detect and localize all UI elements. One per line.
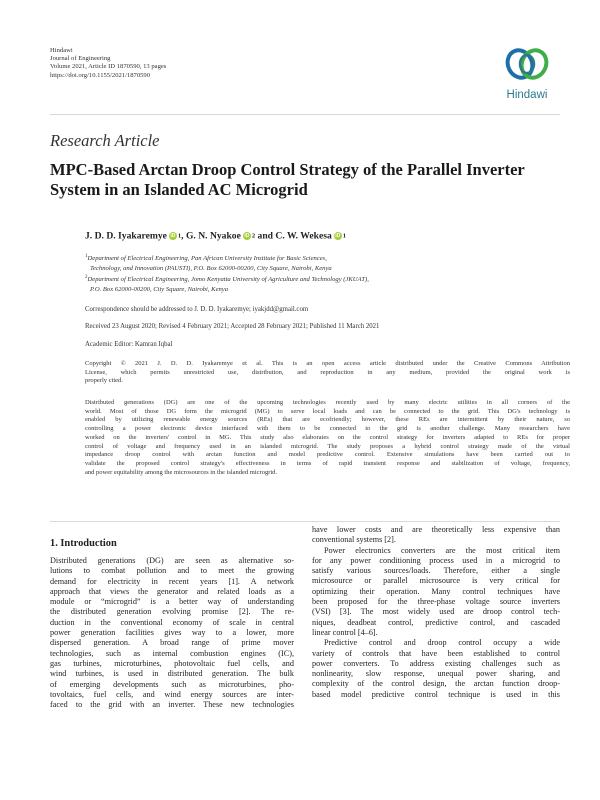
affiliation-1 xyxy=(85,252,505,273)
body-line: wind turbines, is used in distributed generation. The bulk xyxy=(50,669,294,679)
body-line: complexity of the control design, the arctan function droop- xyxy=(312,679,560,689)
orcid-icon[interactable]: iD xyxy=(170,232,176,239)
affiliation-text: Technology, and Innovation (PAUSTI), P.O. Box 62000-00200, City Square, Nairobi, Kenya xyxy=(90,264,332,272)
intro-left-column xyxy=(50,556,294,710)
author-name[interactable]: C. W. Wekesa xyxy=(275,230,332,242)
abstract-line: Distributed generations (DG) are one of the upcoming technologies recently used by many electric utilities in all corners of the xyxy=(85,399,570,406)
article-type: Research Article xyxy=(50,131,160,150)
affiliation-mark: 2 xyxy=(85,275,88,280)
author-list xyxy=(85,230,346,241)
affiliation-2 xyxy=(85,273,505,294)
body-line: module or “microgrid” is a better way of understanding xyxy=(50,597,294,607)
author-affiliation-mark: 1 xyxy=(342,232,346,240)
body-line: optimizing their operation. Many control techniques have xyxy=(312,586,560,596)
abstract-line: enabled by utilizing renewable energy sources (REs) that are ecofriendly; however, these REs are intermittent by their nature, so xyxy=(85,416,570,424)
journal-name: Journal of Engineering xyxy=(50,55,111,63)
abstract-line: validate the proposed control strategy's effectiveness in terms of rapid transient response and stabilization of voltage, frequency, xyxy=(85,459,570,467)
title-line: MPC-Based Arctan Droop Control Strategy of the Parallel Inverter xyxy=(50,160,525,179)
body-line: linear control [4–6]. xyxy=(312,627,378,637)
orcid-icon[interactable]: iD xyxy=(244,232,250,239)
body-line: conventional systems [2]. xyxy=(312,535,396,545)
body-line: technologies, such as internal combustion engines (IC), xyxy=(50,648,294,658)
affiliation-text: Department of Electrical Engineering, Pan African University Institute for Basic Sciences, xyxy=(87,255,327,262)
intro-right-column xyxy=(312,525,560,700)
affiliation-text: P.O. Box 62000-00200, City Square, Nairobi, Kenya xyxy=(90,285,229,293)
affiliation-mark: 1 xyxy=(85,254,88,259)
copyright-notice xyxy=(85,360,570,386)
body-line: gas turbines, microturbines, photovoltaic fuel cells, and xyxy=(50,658,294,668)
body-line: duction in the conventional economy of scale in central xyxy=(50,617,294,627)
separator: , xyxy=(181,230,184,242)
article-title xyxy=(50,160,570,200)
body-line: for any power conditioning process used in a microgrid to xyxy=(312,555,560,565)
body-line: (VSI) [3]. The most widely used are droop control tech- xyxy=(312,607,560,617)
body-line: Predictive control and droop control occupy a wide xyxy=(324,638,560,648)
journal-meta xyxy=(50,47,166,80)
body-line: satisfy various sources/loads. Therefore, either a single xyxy=(312,566,560,576)
author-name[interactable]: G. N. Nyakoe xyxy=(185,230,241,242)
abstract-line: worked on the inverters' control in MG. This study also elaborates on the control strategy for inverters adapted to REs for proper xyxy=(85,433,570,441)
body-line: based model predictive control technique is used in this xyxy=(312,689,560,699)
hindawi-logo[interactable] xyxy=(496,44,558,101)
abstract-line: control of voltage and frequency used in an islanded microgrid. The study proposes a hybrid control strategy made of the virtual xyxy=(85,442,570,450)
section-heading: 1. Introduction xyxy=(50,538,117,549)
author-name[interactable]: J. D. D. Iyakaremye xyxy=(85,230,167,242)
abstract-line: impedance droop control with arctan function and model predictive control. Extensive simulations have been carried out to xyxy=(85,451,570,459)
body-line: Power electronics converters are the most critical item xyxy=(324,545,560,555)
academic-editor: Academic Editor: Kamran Iqbal xyxy=(85,341,173,348)
logo-wordmark: Hindawi xyxy=(506,89,548,101)
title-line: System in an Islanded AC Microgrid xyxy=(50,180,308,199)
body-line: niques, deadbeat control, predictive control, and cascaded xyxy=(312,617,560,627)
body-line: dispersed generation. A broad range of prime mover xyxy=(50,638,294,648)
abstract-line: world. Most of those DG form the microgrid (MG) to serve local loads and can be connected to the grid. This DG's technology is xyxy=(85,407,570,415)
author-affiliation-mark: 1 xyxy=(177,232,182,240)
abstract-line: controlling a power electronic device interfaced with them to be connected to the grid is another challenge. Many researchers have xyxy=(85,425,570,433)
body-line: of emerging developments such as microturbines, pho- xyxy=(50,679,294,689)
body-line: Distributed generations (DG) are seen as alternative so- xyxy=(50,556,294,565)
body-line: approach that views the generator and related loads as a xyxy=(50,586,294,596)
body-line: faced to the grid with an inverter. These new technologies xyxy=(50,700,294,710)
body-line: been proposed for the three-phase voltage source inverters xyxy=(312,597,560,607)
body-line: nonlinearity, slow response, unequal power sharing, and xyxy=(312,669,560,679)
publication-dates: Received 23 August 2020; Revised 4 February 2021; Accepted 28 February 2021; Published 11 March 2021 xyxy=(85,323,380,330)
header-divider xyxy=(50,114,560,115)
body-line: variety of controls that have been established to control xyxy=(312,648,560,658)
body-line: lutions to combat pollution and to meet the growing xyxy=(50,566,294,576)
body-line: tovoltaics, fuel cells, and wind energy sources are inter- xyxy=(50,689,294,699)
copyright-line: properly cited. xyxy=(85,377,123,385)
affiliation-text: Department of Electrical Engineering, Jomo Kenyatta University of Agriculture and Technology (JKUAT), xyxy=(87,276,369,283)
body-line: power converters. To address existing challenges such as xyxy=(312,658,560,668)
body-line: have lower costs and are theoretically less expensive than xyxy=(312,525,560,534)
doi-link[interactable]: https://doi.org/10.1155/2021/1870590 xyxy=(50,71,151,79)
body-line: microsource or parallel microsource is very critical for xyxy=(312,576,560,586)
abstract xyxy=(85,399,570,477)
volume-info: Volume 2021, Article ID 1870590, 13 pages xyxy=(50,63,167,71)
abstract-divider xyxy=(50,521,560,522)
correspondence: Correspondence should be addressed to J. D. D. Iyakaremye; iyakjdd@gmail.com xyxy=(85,306,309,313)
separator: and xyxy=(257,230,273,242)
body-line: power generation facilities gives way to a lower, more xyxy=(50,628,294,638)
body-line: the distributed generation evolving promise [2]. The re- xyxy=(50,607,294,617)
orcid-icon[interactable]: iD xyxy=(335,232,341,239)
abstract-line: and power equitability among the microsources in the islanded microgrid. xyxy=(85,468,278,476)
hindawi-logo-icon xyxy=(504,44,550,84)
body-line: demand for electricity in recent years [1]. A network xyxy=(50,576,294,586)
author-affiliation-mark: 2 xyxy=(251,232,256,240)
copyright-line: Copyright © 2021 J. D. D. Iyakaremye et al. This is an open access article distributed under the Creative Commons Attribution xyxy=(85,360,570,367)
copyright-line: License, which permits unrestricted use, distribution, and reproduction in any medium, provided the original work is xyxy=(85,368,570,376)
publisher-name: Hindawi xyxy=(50,47,73,54)
